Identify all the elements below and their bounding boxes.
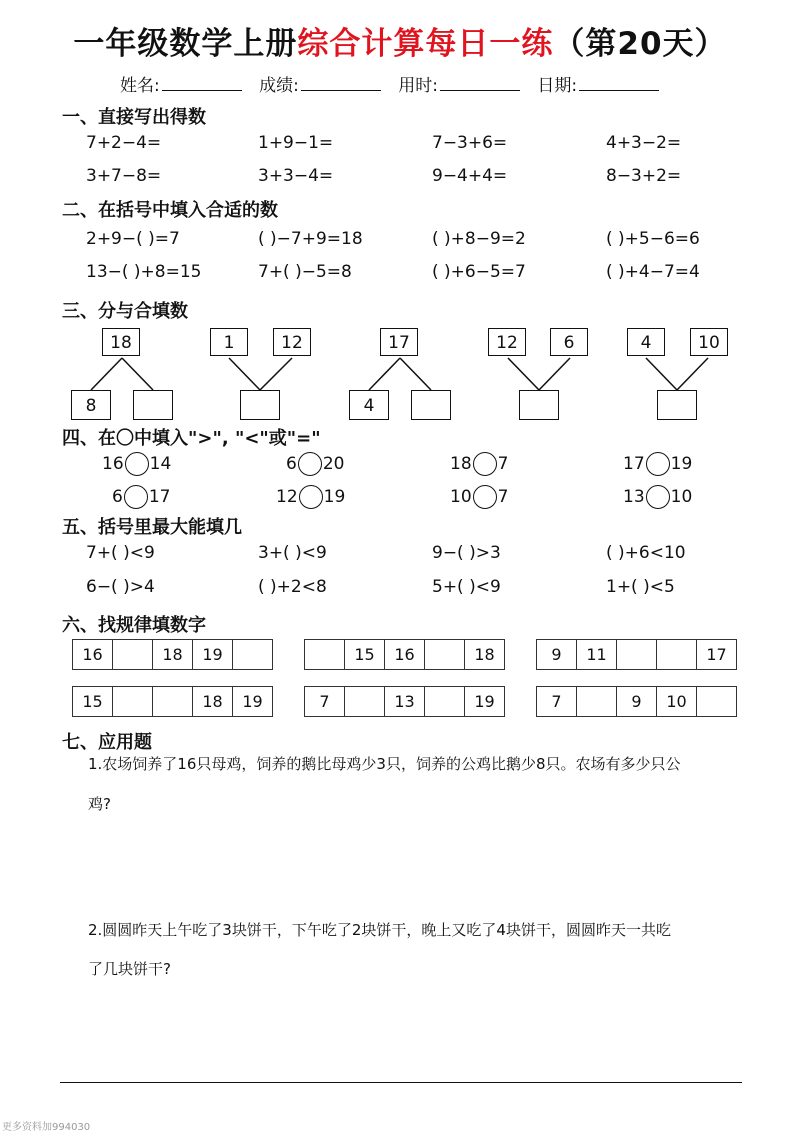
pattern-table (72, 686, 273, 717)
split-top-box: 12 (273, 328, 311, 356)
bracket-item: ( )+4−7=4 (606, 262, 700, 282)
calc-item: 7+2−4= (86, 133, 162, 153)
pattern-cell[interactable] (617, 640, 657, 670)
pattern-cell[interactable] (425, 640, 465, 670)
split-top-box: 6 (550, 328, 588, 356)
pattern-cell[interactable]: 18 (465, 640, 505, 670)
compare-circle[interactable] (473, 452, 497, 476)
pattern-cell[interactable]: 11 (577, 640, 617, 670)
bracket-item: ( )−7+9=18 (258, 229, 363, 249)
split-bottom-box: 4 (349, 390, 389, 420)
pattern-cell[interactable]: 15 (345, 640, 385, 670)
compare-circle[interactable] (646, 485, 670, 509)
compare-circle[interactable] (298, 452, 322, 476)
compare-item (286, 452, 344, 476)
split-top-box: 10 (690, 328, 728, 356)
pattern-cell[interactable]: 19 (233, 687, 273, 717)
calc-item: 4+3−2= (606, 133, 682, 153)
pattern-cell[interactable]: 18 (193, 687, 233, 717)
split-bottom-blank[interactable] (519, 390, 559, 420)
compare-circle[interactable] (299, 485, 323, 509)
max-fill-item: 3+( )<9 (258, 543, 327, 563)
compare-circle[interactable] (473, 485, 497, 509)
word-problem-1-line-1: 1.农场饲养了16只母鸡，饲养的鹅比母鸡少3只，饲养的公鸡比鹅少8只。农场有多少只公 (88, 755, 681, 773)
compare-item (623, 485, 692, 509)
pattern-table (536, 686, 737, 717)
calc-item: 3+3−4= (258, 166, 334, 186)
compare-left: 6 (112, 487, 123, 507)
max-fill-item: ( )+2<8 (258, 577, 327, 597)
compare-left: 6 (286, 454, 297, 474)
bracket-item: 13−( )+8=15 (86, 262, 202, 282)
split-top-box: 17 (380, 328, 418, 356)
split-top-box: 12 (488, 328, 526, 356)
compare-left: 13 (623, 487, 645, 507)
section-3-heading: 三、分与合填数 (62, 301, 188, 322)
calc-item: 8−3+2= (606, 166, 682, 186)
pattern-cell[interactable] (425, 687, 465, 717)
compare-left: 17 (623, 454, 645, 474)
max-fill-item: 6−( )>4 (86, 577, 155, 597)
bottom-divider (60, 1082, 742, 1083)
compare-left: 12 (276, 487, 298, 507)
bracket-item: ( )+5−6=6 (606, 229, 700, 249)
section-5-heading: 五、括号里最大能填几 (62, 517, 242, 538)
compare-right: 20 (322, 454, 345, 474)
compare-right: 17 (148, 487, 171, 507)
pattern-cell[interactable] (305, 640, 345, 670)
bracket-item: 2+9−( )=7 (86, 229, 180, 249)
calc-item: 9−4+4= (432, 166, 508, 186)
pattern-cell[interactable] (697, 687, 737, 717)
title-highlight: 综合计算每日一练 (297, 26, 554, 62)
pattern-cell[interactable]: 7 (305, 687, 345, 717)
word-problem-2-line-1: 2.圆圆昨天上午吃了3块饼干，下午吃了2块饼干，晚上又吃了4块饼干，圆圆昨天一共吃 (88, 921, 671, 939)
section-2-heading: 二、在括号中填入合适的数 (62, 200, 278, 221)
compare-item (450, 452, 508, 476)
date-label: 日期: (537, 76, 578, 96)
pattern-cell[interactable]: 19 (193, 640, 233, 670)
compare-item (450, 485, 508, 509)
max-fill-item: 5+( )<9 (432, 577, 501, 597)
compare-left: 16 (102, 454, 124, 474)
pattern-cell[interactable] (233, 640, 273, 670)
title-main: 一年级数学上册 (73, 26, 298, 62)
pattern-cell[interactable] (577, 687, 617, 717)
bracket-item: 7+( )−5=8 (258, 262, 352, 282)
compare-right: 19 (323, 487, 346, 507)
pattern-cell[interactable]: 18 (153, 640, 193, 670)
section-4-heading: 四、在〇中填入">", "<"或"=" (62, 428, 321, 449)
split-bottom-blank[interactable] (133, 390, 173, 420)
compare-left: 18 (450, 454, 472, 474)
score-label: 成绩: (259, 76, 299, 96)
compare-right: 7 (497, 487, 509, 507)
calc-item: 3+7−8= (86, 166, 162, 186)
word-problem-2-line-2: 了几块饼干? (88, 960, 171, 978)
name-label: 姓名: (120, 76, 160, 96)
split-top-box: 4 (627, 328, 665, 356)
max-fill-item: ( )+6<10 (606, 543, 686, 563)
section-7-heading: 七、应用题 (62, 732, 152, 753)
pattern-cell[interactable]: 10 (657, 687, 697, 717)
section-1-heading: 一、直接写出得数 (62, 107, 206, 128)
pattern-cell[interactable] (657, 640, 697, 670)
compare-item (623, 452, 692, 476)
split-bottom-blank[interactable] (411, 390, 451, 420)
pattern-cell[interactable]: 17 (697, 640, 737, 670)
compare-right: 19 (670, 454, 693, 474)
pattern-table (304, 639, 505, 670)
pattern-cell[interactable]: 19 (465, 687, 505, 717)
compare-right: 7 (497, 454, 509, 474)
pattern-cell[interactable] (113, 640, 153, 670)
split-bottom-blank[interactable] (657, 390, 697, 420)
split-top-box: 18 (102, 328, 140, 356)
pattern-cell[interactable]: 9 (617, 687, 657, 717)
max-fill-item: 9−( )>3 (432, 543, 501, 563)
pattern-table (72, 639, 273, 670)
calc-item: 7−3+6= (432, 133, 508, 153)
pattern-cell[interactable]: 9 (537, 640, 577, 670)
pattern-cell[interactable] (113, 687, 153, 717)
compare-circle[interactable] (646, 452, 670, 476)
max-fill-item: 7+( )<9 (86, 543, 155, 563)
calc-item: 1+9−1= (258, 133, 334, 153)
pattern-cell[interactable]: 16 (73, 640, 113, 670)
split-bottom-box: 8 (71, 390, 111, 420)
bracket-item: ( )+6−5=7 (432, 262, 526, 282)
split-top-box: 1 (210, 328, 248, 356)
compare-item (276, 485, 345, 509)
pattern-table (304, 686, 505, 717)
pattern-cell[interactable]: 7 (537, 687, 577, 717)
compare-right: 14 (149, 454, 172, 474)
max-fill-item: 1+( )<5 (606, 577, 675, 597)
pattern-cell[interactable]: 16 (385, 640, 425, 670)
word-problem-1-line-2: 鸡? (88, 795, 111, 813)
pattern-cell[interactable]: 13 (385, 687, 425, 717)
pattern-cell[interactable] (153, 687, 193, 717)
compare-item (102, 452, 171, 476)
bracket-item: ( )+8−9=2 (432, 229, 526, 249)
time-label: 用时: (398, 76, 439, 96)
pattern-cell[interactable] (345, 687, 385, 717)
compare-circle[interactable] (125, 452, 149, 476)
pattern-cell[interactable]: 15 (73, 687, 113, 717)
compare-circle[interactable] (124, 485, 148, 509)
pattern-table (536, 639, 737, 670)
title-day: （第20天） (553, 26, 727, 62)
footer-watermark: 更多资料加994030 (2, 1122, 91, 1133)
compare-left: 10 (450, 487, 472, 507)
compare-item (112, 485, 170, 509)
section-6-heading: 六、找规律填数字 (62, 615, 206, 636)
compare-right: 10 (670, 487, 693, 507)
split-bottom-blank[interactable] (240, 390, 280, 420)
